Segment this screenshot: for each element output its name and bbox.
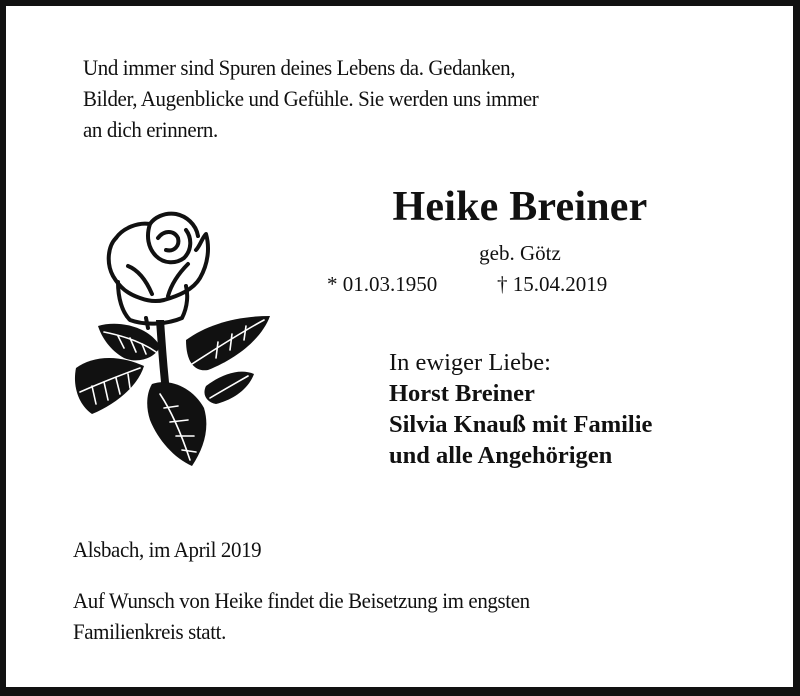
note-line: Familienkreis statt. [73,619,226,644]
mourners-heading: In ewiger Liebe: [389,349,551,376]
maiden-name: geb. Götz [479,241,561,265]
intro-line: Und immer sind Spuren deines Lebens da. Gedanken, [83,55,516,80]
mourner-name: und alle Angehörigen [389,442,613,469]
intro-verse [83,52,538,145]
intro-line: an dich erinnern. [83,117,218,142]
intro-line: Bilder, Augenblicke und Gefühle. Sie werden uns immer [83,86,539,111]
mourner-name: Silvia Knauß mit Familie [389,411,653,438]
place-date: Alsbach, im April 2019 [73,537,262,562]
note-line: Auf Wunsch von Heike findet die Beisetzung im engsten [73,588,530,613]
mourner-name: Horst Breiner [389,380,535,407]
birth-date: * 01.03.1950 [327,272,438,296]
rose-icon [68,208,278,470]
mourners-block [389,347,652,471]
death-date: † 15.04.2019 [497,272,608,296]
deceased-name: Heike Breiner [392,184,648,230]
funeral-note [73,585,530,647]
